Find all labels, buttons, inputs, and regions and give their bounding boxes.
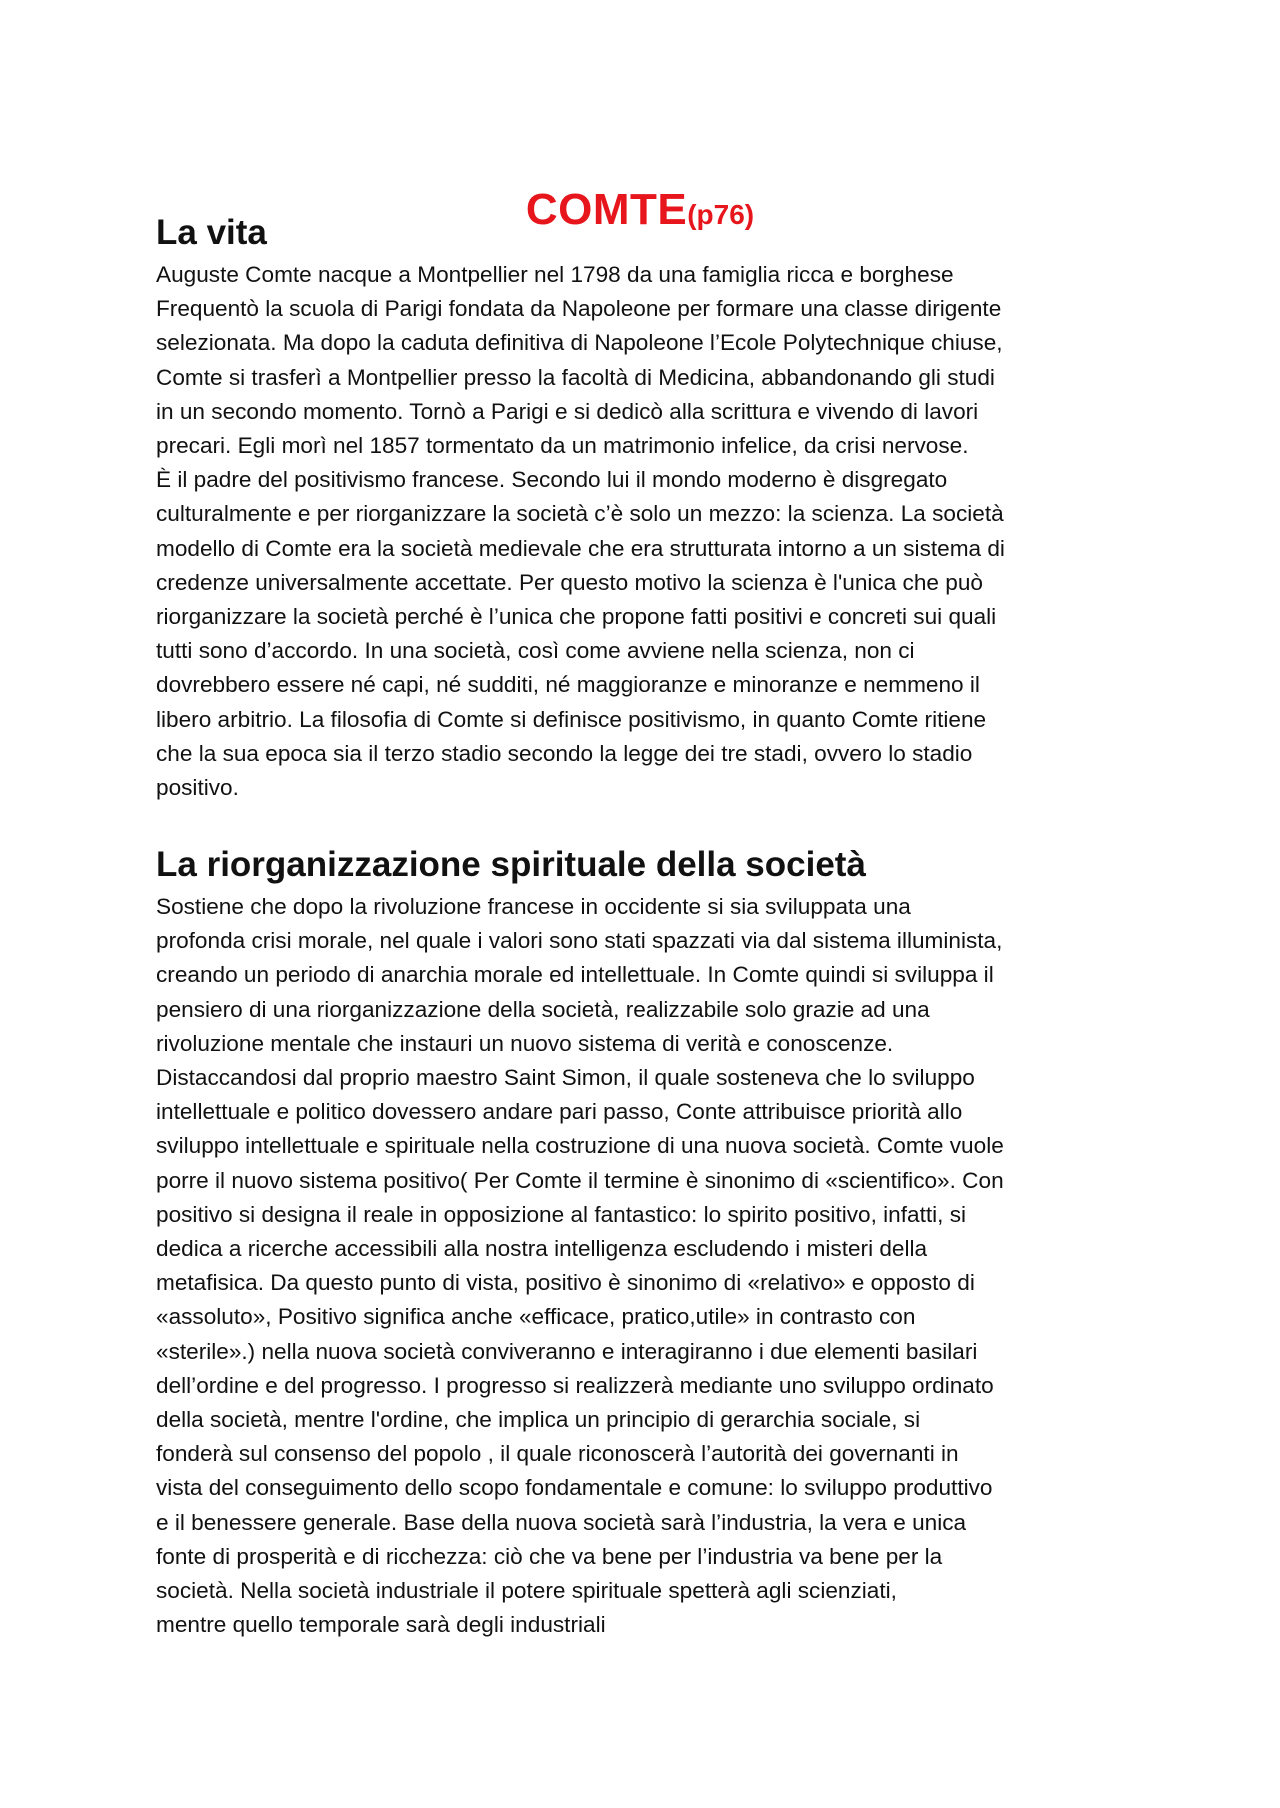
text-line: «assoluto», Positivo significa anche «efficace, pratico,utile» in contrasto con: [156, 1304, 916, 1330]
section-heading-la-vita: La vita: [156, 213, 267, 252]
text-line: positivo.: [156, 775, 239, 801]
text-line: porre il nuovo sistema positivo( Per Comte il termine è sinonimo di «scientifico». Con: [156, 1167, 1004, 1193]
text-line: società. Nella società industriale il potere spirituale spetterà agli scienziati,: [156, 1578, 897, 1604]
text-line: tutti sono d’accordo. In una società, così come avviene nella scienza, non ci: [156, 638, 915, 664]
section-body-riorganizzazione: [156, 890, 1136, 1642]
text-line: della società, mentre l'ordine, che implica un principio di gerarchia sociale, si: [156, 1407, 921, 1433]
text-line: Frequentò la scuola di Parigi fondata da Napoleone per formare una classe dirigente: [156, 296, 1002, 322]
title-main: COMTE: [525, 185, 688, 235]
text-line: positivo si designa il reale in opposizione al fantastico: lo spirito positivo, infatti, si: [156, 1201, 967, 1227]
text-line: libero arbitrio. La filosofia di Comte si definisce positivismo, in quanto Comte ritiene: [156, 706, 987, 732]
text-line: Sostiene che dopo la rivoluzione francese in occidente si sia sviluppata una: [156, 894, 911, 919]
text-line: profonda crisi morale, nel quale i valori sono stati spazzati via dal sistema illuminista,: [156, 928, 1003, 954]
text-line: riorganizzare la società perché è l’unica che propone fatti positivi e concreti sui quali: [156, 604, 997, 630]
text-line: e il benessere generale. Base della nuova società sarà l’industria, la vera e unica: [156, 1509, 967, 1535]
text-line: creando un periodo di anarchia morale ed intellettuale. In Comte quindi si sviluppa il: [156, 962, 994, 988]
text-line: vista del conseguimento dello scopo fondamentale e comune: lo sviluppo produttivo: [156, 1475, 993, 1501]
text-line: fonte di prosperità e di ricchezza: ciò che va bene per l’industria va bene per la: [156, 1543, 943, 1569]
text-line: Distaccandosi dal proprio maestro Saint Simon, il quale sosteneva che lo sviluppo: [156, 1065, 975, 1091]
text-line: modello di Comte era la società medievale che era strutturata intorno a un sistema di: [156, 535, 1005, 561]
text-line: dovrebbero essere né capi, né sudditi, né maggioranze e minoranze e nemmeno il: [156, 672, 980, 698]
section-heading-riorganizzazione: La riorganizzazione spirituale della società: [156, 845, 866, 884]
text-line: dedica a ricerche accessibili alla nostra intelligenza escludendo i misteri della: [156, 1236, 928, 1262]
text-line: credenze universalmente accettate. Per questo motivo la scienza è l'unica che può: [156, 569, 983, 595]
text-line: intellettuale e politico dovessero andare pari passo, Conte attribuisce priorità allo: [156, 1099, 963, 1125]
text-line: pensiero di una riorganizzazione della società, realizzabile solo grazie ad una: [156, 996, 930, 1022]
text-line: Comte si trasferì a Montpellier presso la facoltà di Medicina, abbandonando gli studi: [156, 364, 995, 390]
text-line: precari. Egli morì nel 1857 tormentato da un matrimonio infelice, da crisi nervose.: [156, 433, 969, 459]
text-line: rivoluzione mentale che instauri un nuovo sistema di verità e conoscenze.: [156, 1030, 894, 1056]
text-line: in un secondo momento. Tornò a Parigi e si dedicò alla scrittura e vivendo di lavori: [156, 398, 979, 424]
text-line: È il padre del positivismo francese. Secondo lui il mondo moderno è disgregato: [156, 467, 948, 493]
text-line: fonderà sul consenso del popolo , il quale riconoscerà l’autorità dei governanti in: [156, 1441, 959, 1467]
text-line: «sterile».) nella nuova società conviveranno e interagiranno i due elementi basilari: [156, 1338, 978, 1364]
section-body-la-vita: [156, 258, 1136, 805]
text-line: selezionata. Ma dopo la caduta definitiva di Napoleone l’Ecole Polytechnique chiuse,: [156, 330, 1003, 356]
text-line: sviluppo intellettuale e spirituale nella costruzione di una nuova società. Comte vuole: [156, 1133, 1004, 1159]
text-line: dell’ordine e del progresso. I progresso si realizzerà mediante uno sviluppo ordinato: [156, 1372, 994, 1398]
text-line: che la sua epoca sia il terzo stadio secondo la legge dei tre stadi, ovvero lo stadio: [156, 740, 973, 766]
text-line: Auguste Comte nacque a Montpellier nel 1798 da una famiglia ricca e borghese: [156, 262, 954, 287]
text-line: metafisica. Da questo punto di vista, positivo è sinonimo di «relativo» e opposto di: [156, 1270, 975, 1296]
text-line: mentre quello temporale sarà degli industriali: [156, 1612, 606, 1638]
title-page-reference: (p76): [687, 199, 755, 231]
text-line: culturalmente e per riorganizzare la società c’è solo un mezzo: la scienza. La società: [156, 501, 1004, 527]
